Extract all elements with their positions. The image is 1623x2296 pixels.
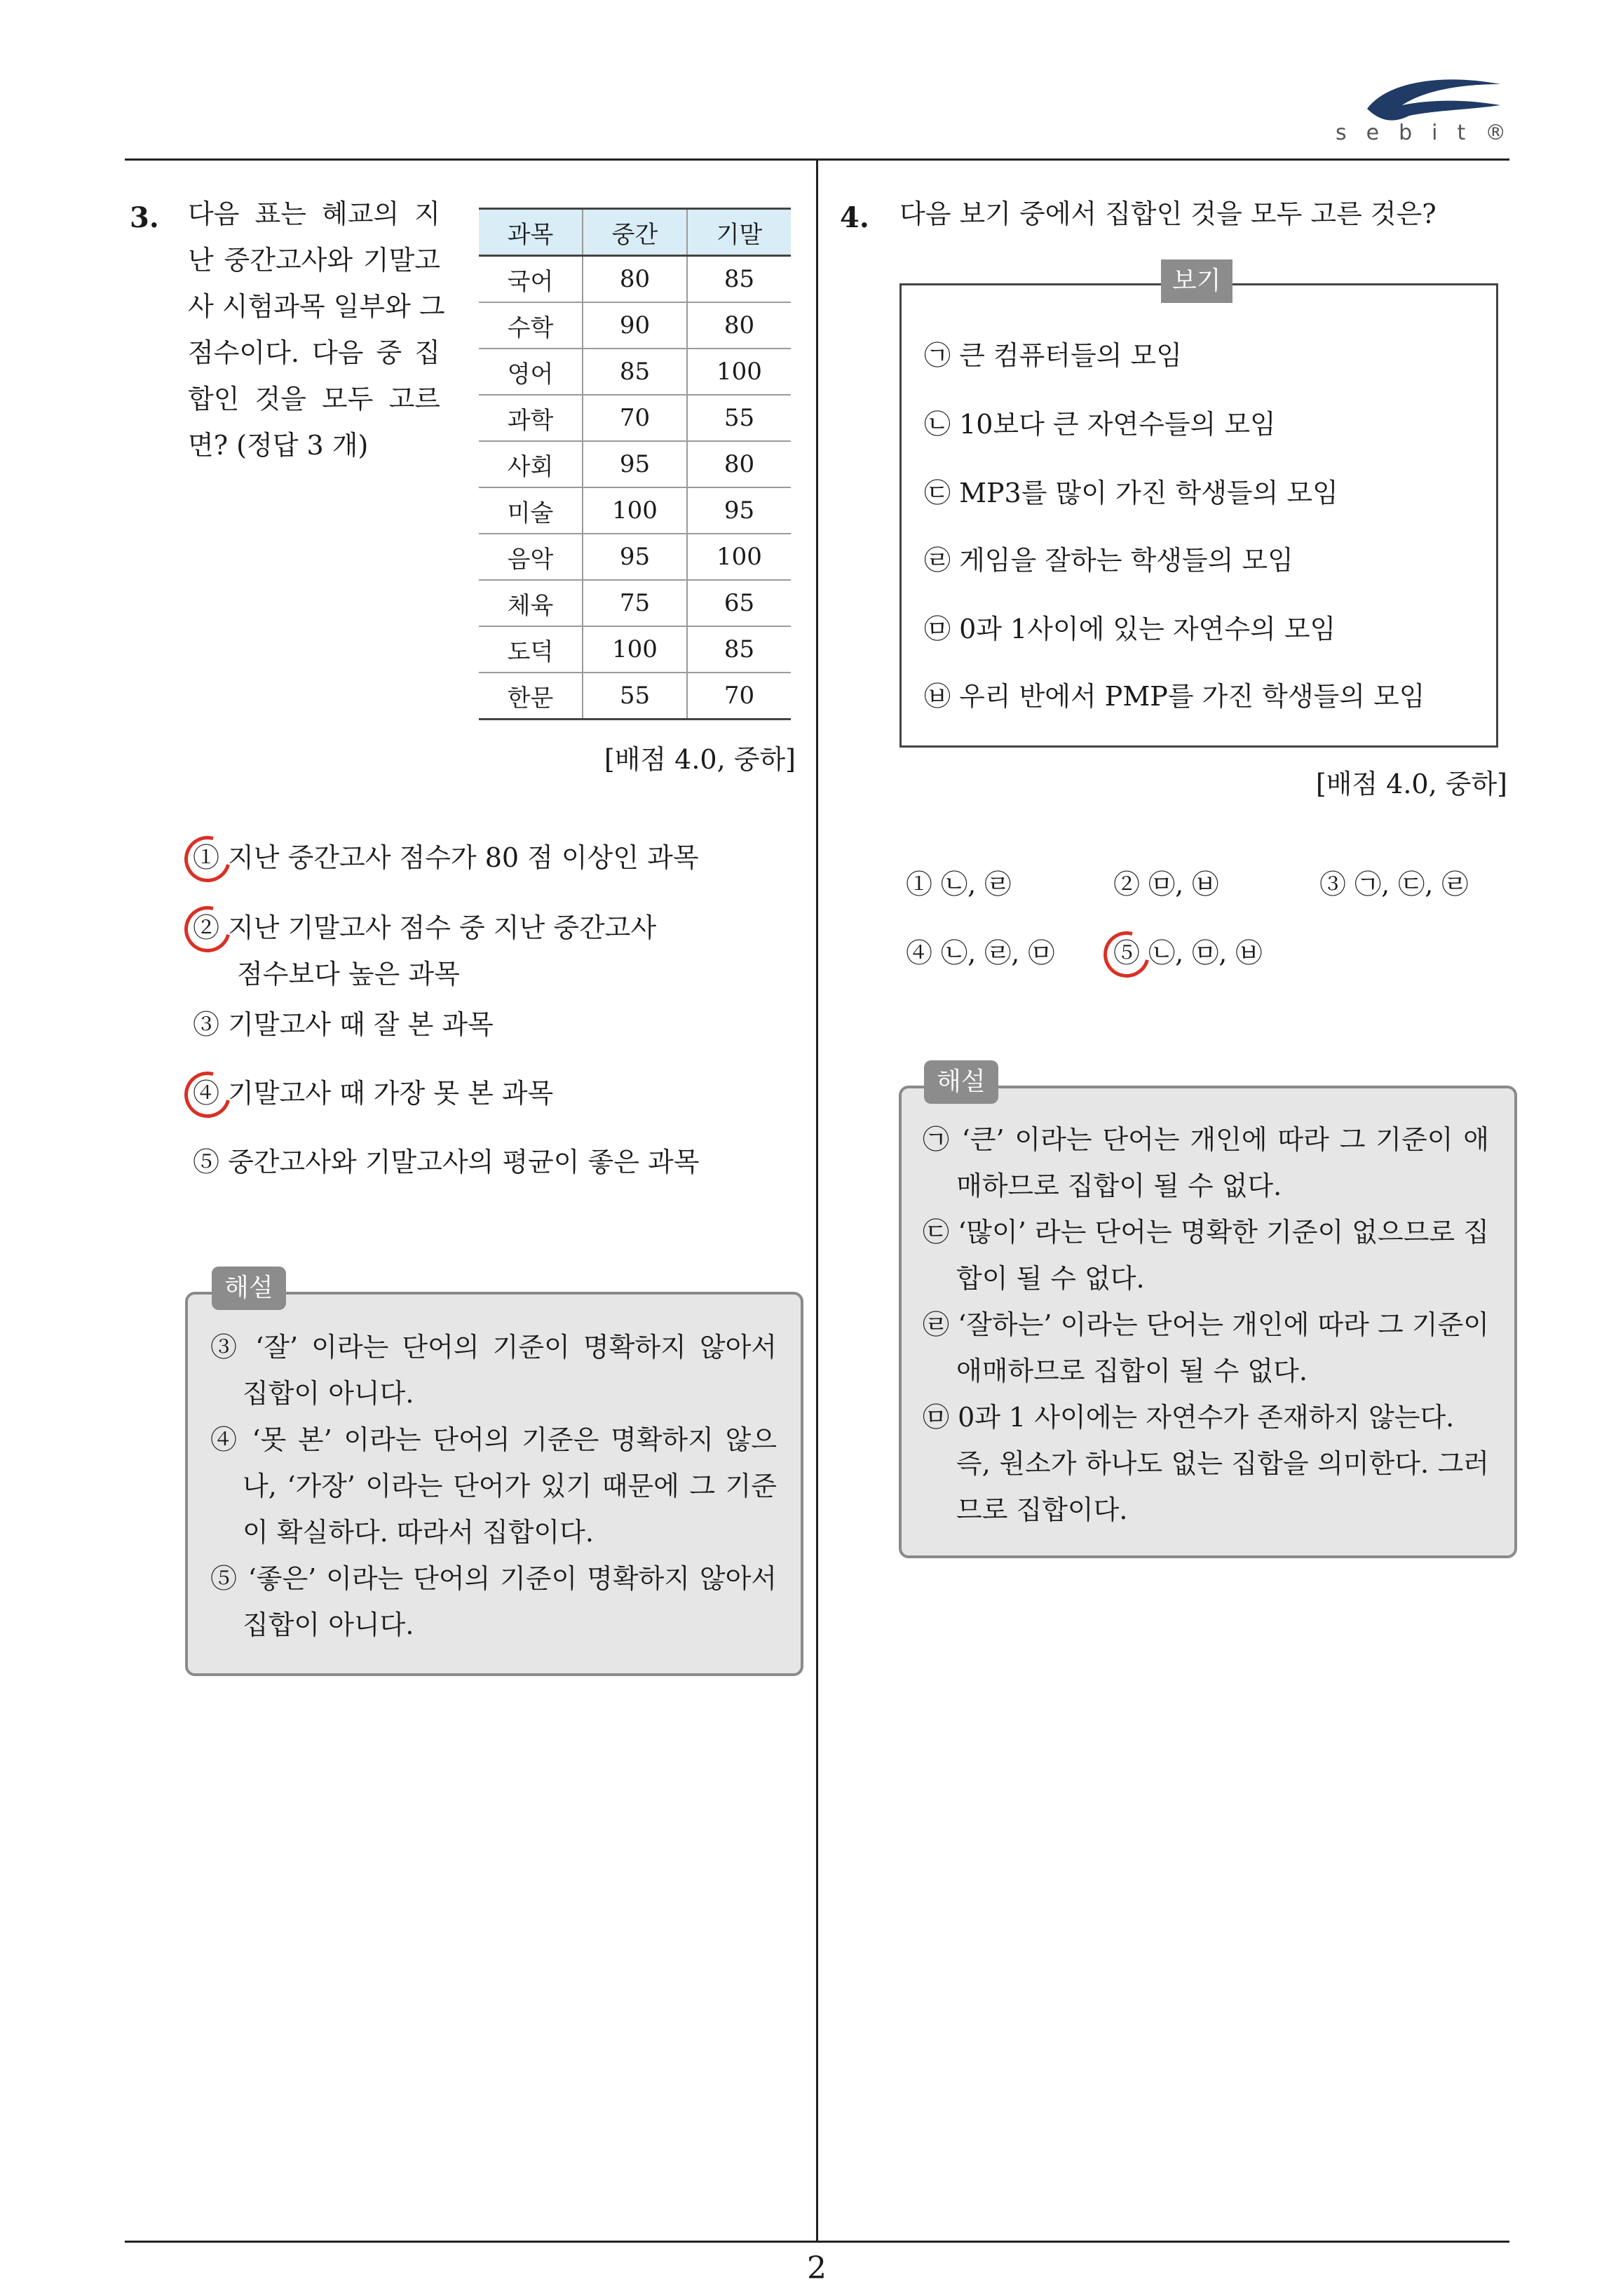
table-cell: 미술: [479, 487, 583, 534]
table-row: [479, 395, 791, 441]
table-row: [479, 256, 791, 303]
q3-option-2[interactable]: ② 지난 기말고사 점수 중 지난 중간고사: [193, 912, 657, 943]
bogi-badge: 보기: [1161, 259, 1232, 303]
table-cell: 65: [687, 580, 791, 626]
table-cell: 80: [687, 302, 791, 349]
q4-solution-line: ㉠ ‘큰’ 이라는 단어는 개인에 따라 그 기준이 애: [923, 1124, 1489, 1155]
q4-solution-line: ㉤ 0과 1 사이에는 자연수가 존재하지 않는다.: [923, 1402, 1455, 1433]
table-cell: 100: [687, 349, 791, 395]
table-cell: 영어: [479, 349, 583, 395]
table-cell: 음악: [479, 534, 583, 580]
table-row: [479, 626, 791, 673]
bogi-item: ㉥ 우리 반에서 PMP를 가진 학생들의 모임: [924, 681, 1425, 712]
q3-solution-line: 나, ‘가장’ 이라는 단어가 있기 때문에 그 기준: [243, 1471, 777, 1501]
table-cell: 80: [687, 441, 791, 487]
bogi-item: ㉤ 0과 1사이에 있는 자연수의 모임: [924, 614, 1336, 644]
table-header: 중간: [583, 209, 687, 256]
q3-prompt-line: 점수이다. 다음 중 집: [188, 337, 440, 368]
q4-solution-line: ㉣ ‘잘하는’ 이라는 단어는 개인에 따라 그 기준이: [923, 1309, 1489, 1340]
table-cell: 도덕: [479, 626, 583, 673]
q3-option-4[interactable]: ④ 기말고사 때 가장 못 본 과목: [193, 1078, 554, 1109]
table-row: [479, 487, 791, 534]
table-cell: 수학: [479, 302, 583, 349]
table-cell: 사회: [479, 441, 583, 487]
table-cell: 90: [583, 302, 687, 349]
table-cell: 95: [583, 441, 687, 487]
q3-solution-line: ④ ‘못 본’ 이라는 단어의 기준은 명확하지 않으: [210, 1424, 777, 1455]
q4-score: [배점 4.0, 중하]: [1315, 769, 1507, 799]
table-header-row: [479, 209, 791, 256]
bogi-item: ㉣ 게임을 잘하는 학생들의 모임: [924, 545, 1293, 576]
q4-choice-2[interactable]: ② ㉤, ㉥: [1113, 869, 1219, 900]
q3-option-5[interactable]: ⑤ 중간고사와 기말고사의 평균이 좋은 과목: [193, 1147, 700, 1177]
q3-prompt-line: 합인 것을 모두 고르: [188, 384, 440, 414]
table-cell: 한문: [479, 673, 583, 720]
q3-prompt-line: 난 중간고사와 기말고: [188, 245, 440, 276]
table-cell: 55: [583, 673, 687, 720]
q3-prompt-line: 면? (정답 3 개): [188, 430, 369, 461]
q3-option-3[interactable]: ③ 기말고사 때 잘 본 과목: [193, 1009, 494, 1040]
q4-solution-line: 합이 될 수 없다.: [956, 1263, 1145, 1294]
footer-rule: [125, 2241, 1509, 2243]
table-cell: 80: [583, 256, 687, 303]
table-row: [479, 302, 791, 349]
table-cell: 95: [583, 534, 687, 580]
table-cell: 70: [687, 673, 791, 720]
table-cell: 100: [583, 487, 687, 534]
q3-solution-line: ③ ‘잘’ 이라는 단어의 기준이 명확하지 않아서: [210, 1332, 777, 1363]
q3-solution-badge: 해설: [212, 1267, 286, 1310]
q4-choice-4[interactable]: ④ ㉡, ㉣, ㉤: [906, 938, 1055, 968]
table-cell: 85: [687, 256, 791, 303]
q3-solution-line: ⑤ ‘좋은’ 이라는 단어의 기준이 명확하지 않아서: [210, 1563, 777, 1594]
q4-solution-badge: 해설: [924, 1060, 998, 1104]
table-header: 과목: [479, 209, 583, 256]
q4-prompt: 다음 보기 중에서 집합인 것을 모두 고른 것은?: [899, 198, 1437, 229]
page-number: 2: [807, 2250, 827, 2286]
q4-choice-5[interactable]: ⑤ ㉡, ㉤, ㉥: [1113, 938, 1263, 968]
table-cell: 과학: [479, 395, 583, 441]
q3-solution-line: 집합이 아니다.: [243, 1378, 414, 1409]
q3-option-1[interactable]: ① 지난 중간고사 점수가 80 점 이상인 과목: [193, 842, 699, 873]
q3-number: 3.: [130, 201, 159, 234]
table-cell: 75: [583, 580, 687, 626]
q4-solution-line: 애매하므로 집합이 될 수 없다.: [956, 1356, 1308, 1386]
table-cell: 55: [687, 395, 791, 441]
q3-solution-line: 이 확실하다. 따라서 집합이다.: [243, 1517, 594, 1548]
table-row: [479, 534, 791, 580]
q3-prompt-line: 사 시험과목 일부와 그: [188, 291, 445, 322]
table-cell: 100: [583, 626, 687, 673]
bogi-item: ㉠ 큰 컴퓨터들의 모임: [924, 340, 1182, 371]
table-cell: 100: [687, 534, 791, 580]
table-row: [479, 673, 791, 720]
q4-solution-line: 므로 집합이다.: [956, 1494, 1128, 1525]
logo-text: sebit®: [1336, 121, 1526, 145]
q3-prompt-line: 다음 표는 혜교의 지: [188, 198, 440, 229]
q4-number: 4.: [840, 201, 869, 234]
bogi-item: ㉢ MP3를 많이 가진 학생들의 모임: [924, 478, 1338, 508]
table-header: 기말: [687, 209, 791, 256]
table-cell: 95: [687, 487, 791, 534]
table-cell: 국어: [479, 256, 583, 303]
q4-solution-line: 매하므로 집합이 될 수 없다.: [956, 1170, 1282, 1201]
table-row: [479, 349, 791, 395]
q4-choice-1[interactable]: ① ㉡, ㉣: [906, 869, 1012, 900]
table-cell: 85: [687, 626, 791, 673]
q4-choice-3[interactable]: ③ ㉠, ㉢, ㉣: [1319, 869, 1469, 900]
table-cell: 70: [583, 395, 687, 441]
column-divider: [816, 158, 818, 2241]
table-cell: 체육: [479, 580, 583, 626]
table-cell: 85: [583, 349, 687, 395]
bogi-item: ㉡ 10보다 큰 자연수들의 모임: [924, 409, 1276, 440]
q3-option-2-cont: 점수보다 높은 과목: [237, 959, 460, 990]
q3-solution-line: 집합이 아니다.: [243, 1609, 414, 1640]
q3-score: [배점 4.0, 중하]: [604, 744, 796, 775]
table-row: [479, 580, 791, 626]
q4-solution-line: 즉, 원소가 하나도 없는 집합을 의미한다. 그러: [956, 1448, 1489, 1479]
table-row: [479, 441, 791, 487]
q3-score-table: [479, 208, 791, 720]
q4-solution-line: ㉢ ‘많이’ 라는 단어는 명확한 기준이 없으므로 집: [923, 1217, 1489, 1248]
